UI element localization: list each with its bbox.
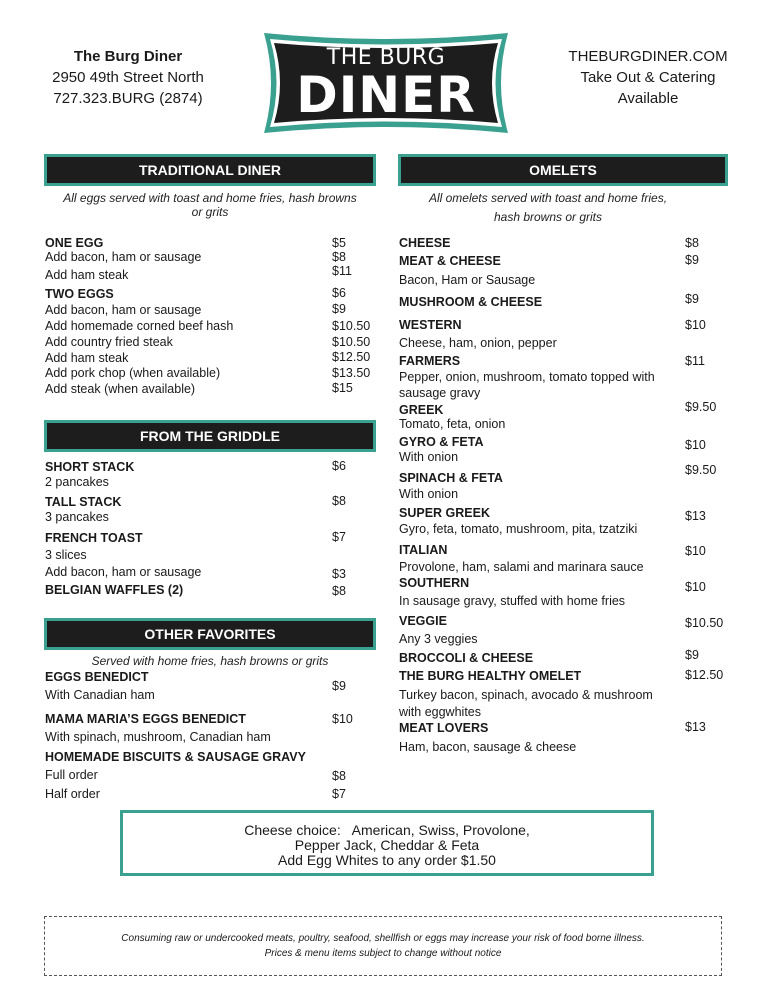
menu-item-description: Gyro, feta, tomato, mushroom, pita, tzatziki [399,522,638,536]
menu-item-addon: Add bacon, ham or sausage [45,565,202,579]
menu-item-price: $3 [332,567,346,581]
menu-item-name: VEGGIE [399,614,447,628]
menu-item-addon: Add pork chop (when available) [45,366,221,380]
cheese-choice-line2: Pepper Jack, Cheddar & Feta [294,837,480,853]
menu-item-price: $8 [685,236,699,250]
restaurant-name: The Burg Diner [73,48,183,65]
menu-item-price: $10.50 [332,335,371,349]
menu-item-price: $8 [332,584,346,598]
menu-item-name: MAMA MARIA’S EGGS BENEDICT [45,712,246,726]
menu-item-name: TALL STACK [45,495,122,509]
menu-item-price: $9.50 [685,463,717,477]
menu-item-price: $12.50 [332,350,371,364]
menu-item-name: MEAT & CHEESE [399,254,501,268]
menu-item-description: sausage gravy [399,386,481,400]
menu-item-name: TWO EGGS [45,287,114,301]
menu-item-name: GYRO & FETA [399,435,484,449]
menu-item-price: $8 [332,494,346,508]
menu-item-price: $13 [685,720,706,734]
omelets-header: OMELETS [398,154,728,186]
menu-item-addon: Add ham steak [45,351,129,365]
menu-item-price: $6 [332,286,346,300]
menu-item-addon: Add bacon, ham or sausage [45,303,202,317]
menu-item-description: With Canadian ham [45,688,155,702]
menu-item-price: $10 [685,580,706,594]
menu-item-description: Tomato, feta, onion [399,417,506,431]
menu-item-name: BELGIAN WAFFLES (2) [45,583,184,597]
menu-item-price: $10.50 [332,319,371,333]
menu-item-price: $6 [332,459,346,473]
menu-item-price: $12.50 [685,668,724,682]
menu-item-addon: Add bacon, ham or sausage [45,250,202,264]
menu-item-addon: Add country fried steak [45,335,173,349]
menu-item-description: 3 pancakes [45,510,109,524]
from-the-griddle-header: FROM THE GRIDDLE [44,420,376,452]
menu-item-name: SUPER GREEK [399,506,490,520]
phone-number: 727.323.BURG (2874) [53,90,203,107]
menu-item-price: $15 [332,381,353,395]
menu-item-name: BROCCOLI & CHEESE [399,651,534,665]
menu-item-name: SOUTHERN [399,576,470,590]
menu-item-price: $5 [332,236,346,250]
menu-item-description: Pepper, onion, mushroom, tomato topped with [399,370,655,384]
menu-item-name: SHORT STACK [45,460,135,474]
menu-item-name: ONE EGG [45,236,104,250]
menu-item-description: With onion [399,487,459,501]
menu-item-price: $8 [332,250,346,264]
header-right-info [548,46,748,109]
menu-item-name: EGGS BENEDICT [45,670,149,684]
omelets-note-line1: All omelets served with toast and home fries, [428,191,668,205]
menu-item-description: 2 pancakes [45,475,109,489]
menu-item-price: $7 [332,530,346,544]
menu-item-name: FARMERS [399,354,461,368]
menu-item-description: with eggwhites [399,705,481,719]
menu-item-price: $9 [685,253,699,267]
menu-item-price: $10 [685,318,706,332]
omelets-note-line2: hash browns or grits [493,210,603,224]
menu-item-option: Full order [45,768,98,782]
menu-item-price: $10 [685,438,706,452]
menu-item-description: Cheese, ham, onion, pepper [399,336,557,350]
menu-item-description: Provolone, ham, salami and marinara sauce [399,560,644,574]
menu-item-price: $8 [332,769,346,783]
menu-item-name: ITALIAN [399,543,448,557]
menu-item-price: $11 [685,354,705,368]
website: THEBURGDINER.COM [568,48,728,65]
menu-item-description: With onion [399,450,459,464]
cheese-choice-box [120,810,654,876]
logo-text-main: DINER [296,66,476,124]
menu-item-price: $9.50 [685,400,717,414]
disclaimer-box [44,916,722,976]
takeout-line2: Available [617,90,679,107]
traditional-note: All eggs served with toast and home fries, hash browns or grits [63,191,357,219]
menu-item-addon: Add ham steak [45,268,129,282]
menu-item-name: MEAT LOVERS [399,721,489,735]
menu-item-description: Bacon, Ham or Sausage [399,273,536,287]
menu-item-description: In sausage gravy, stuffed with home fries [399,594,626,608]
menu-item-price: $9 [685,648,699,662]
menu-item-name: MUSHROOM & CHEESE [399,295,543,309]
menu-item-price: $7 [332,787,346,801]
menu-item-name: GREEK [399,403,444,417]
takeout-line1: Take Out & Catering [580,69,716,86]
menu-item-description: Any 3 veggies [399,632,478,646]
menu-item-price: $10 [332,712,353,726]
menu-item-name: FRENCH TOAST [45,531,143,545]
menu-item-name: CHEESE [399,236,451,250]
menu-item-price: $10 [685,544,706,558]
menu-item-price: $11 [332,264,352,278]
menu-item-description: Turkey bacon, spinach, avocado & mushroom [399,688,653,702]
menu-item-description: Ham, bacon, sausage & cheese [399,740,577,754]
address: 2950 49th Street North [52,69,204,86]
menu-item-price: $13.50 [332,366,371,380]
menu-item-description: With spinach, mushroom, Canadian ham [45,730,271,744]
menu-item-description: 3 slices [45,548,87,562]
food-safety-warning: Consuming raw or undercooked meats, poultry, seafood, shellfish or eggs may increase your risk of food borne illness. [121,933,645,944]
menu-item-price: $10.50 [685,616,724,630]
menu-item-option: Half order [45,787,100,801]
menu-item-price: $13 [685,509,706,523]
menu-item-price: $9 [332,679,346,693]
menu-item-name: HOMEMADE BISCUITS & SAUSAGE GRAVY [45,750,306,764]
egg-whites-note: Add Egg Whites to any order $1.50 [278,852,496,868]
favorites-note: Served with home fries, hash browns or grits [91,654,329,668]
cheese-choice-line1: Cheese choice: American, Swiss, Provolone, [244,822,530,838]
menu-item-price: $9 [332,302,346,316]
menu-item-addon: Add homemade corned beef hash [45,319,234,333]
menu-item-addon: Add steak (when available) [45,382,196,396]
price-change-notice: Prices & menu items subject to change without notice [264,948,502,959]
other-favorites-header: OTHER FAVORITES [44,618,376,650]
menu-item-name: WESTERN [399,318,462,332]
traditional-diner-header: TRADITIONAL DINER [44,154,376,186]
diner-logo [262,31,510,135]
menu-item-name: THE BURG HEALTHY OMELET [399,669,582,683]
logo-text-top: THE BURG [326,45,446,70]
menu-item-price: $9 [685,292,699,306]
restaurant-info [28,46,228,109]
menu-item-name: SPINACH & FETA [399,471,503,485]
